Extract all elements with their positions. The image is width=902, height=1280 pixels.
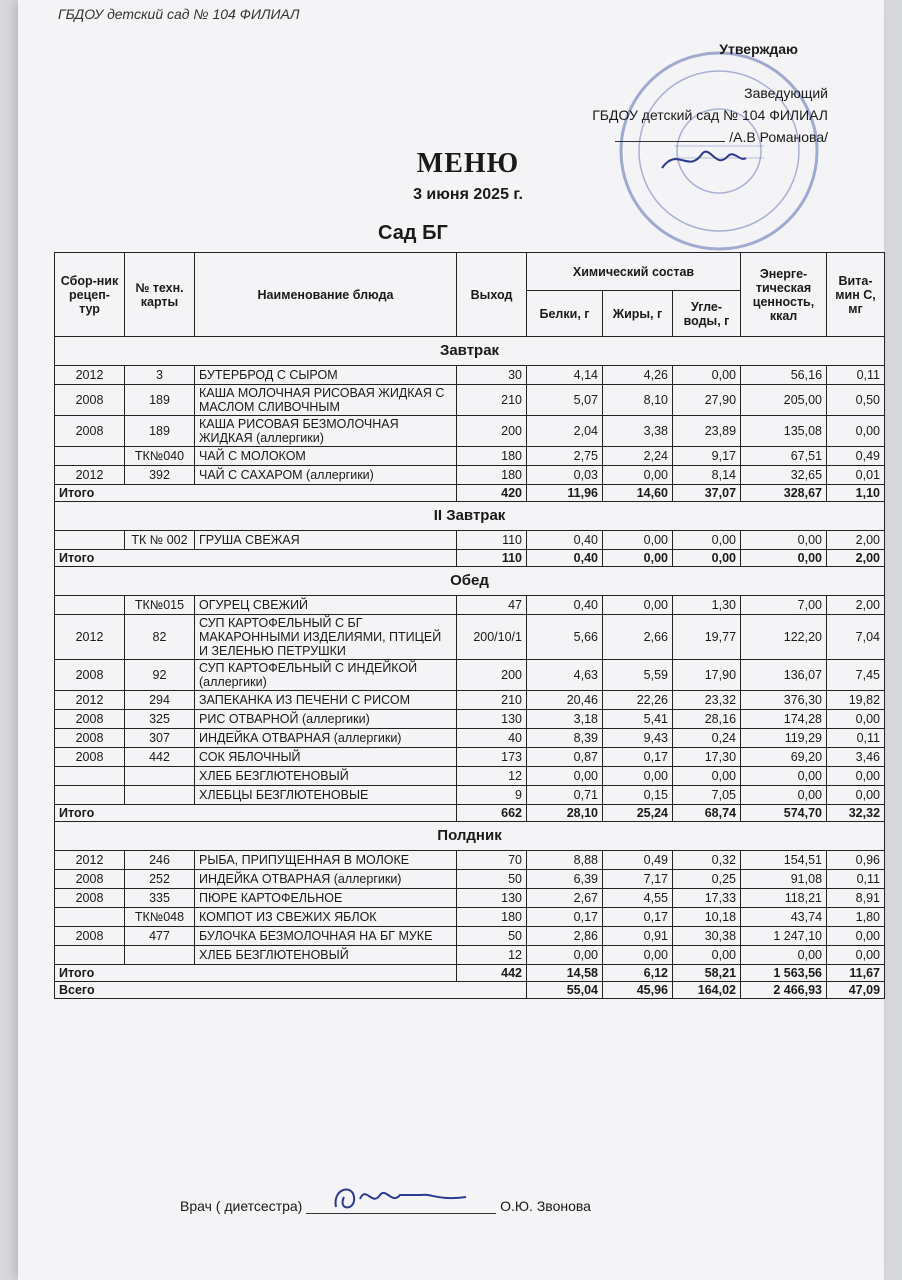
cell-yield: 70 (457, 851, 527, 870)
section-title: Завтрак (55, 337, 885, 366)
total-protein: 0,40 (527, 550, 603, 567)
cell-card: ТК№015 (125, 596, 195, 615)
cell-protein: 0,40 (527, 531, 603, 550)
cell-yield: 130 (457, 710, 527, 729)
table-row (55, 748, 885, 767)
cell-vitamin: 1,80 (827, 908, 885, 927)
cell-vitamin: 7,45 (827, 660, 885, 691)
cell-yield: 200 (457, 660, 527, 691)
cell-card: ТК № 002 (125, 531, 195, 550)
cell-yield: 12 (457, 946, 527, 965)
cell-energy: 119,29 (741, 729, 827, 748)
cell-fat: 22,26 (603, 691, 673, 710)
cell-energy: 0,00 (741, 767, 827, 786)
cell-vitamin: 0,11 (827, 366, 885, 385)
cell-carbs: 30,38 (673, 927, 741, 946)
cell-yield: 210 (457, 385, 527, 416)
cell-yield: 180 (457, 908, 527, 927)
table-row (55, 691, 885, 710)
cell-energy: 136,07 (741, 660, 827, 691)
cell-carbs: 0,00 (673, 767, 741, 786)
cell-collection: 2008 (55, 870, 125, 889)
total-label: Итого (55, 485, 457, 502)
cell-vitamin: 19,82 (827, 691, 885, 710)
cell-yield: 173 (457, 748, 527, 767)
cell-collection (55, 767, 125, 786)
section-title: Полдник (55, 822, 885, 851)
cell-dish-name: КАША РИСОВАЯ БЕЗМОЛОЧНАЯ ЖИДКАЯ (аллергики) (195, 416, 457, 447)
header-name: Наименование блюда (195, 253, 457, 337)
cell-energy: 1 247,10 (741, 927, 827, 946)
cell-collection: 2008 (55, 710, 125, 729)
cell-vitamin: 0,96 (827, 851, 885, 870)
cell-card: 442 (125, 748, 195, 767)
cell-collection: 2008 (55, 889, 125, 908)
cell-yield: 180 (457, 466, 527, 485)
document-date: 3 июня 2025 г. (413, 186, 523, 203)
cell-protein: 0,00 (527, 767, 603, 786)
cell-vitamin: 0,00 (827, 710, 885, 729)
cell-fat: 5,41 (603, 710, 673, 729)
cell-carbs: 17,30 (673, 748, 741, 767)
total-yield: 110 (457, 550, 527, 567)
cell-card: 392 (125, 466, 195, 485)
cell-carbs: 0,00 (673, 946, 741, 965)
cell-vitamin: 2,00 (827, 596, 885, 615)
cell-yield: 40 (457, 729, 527, 748)
cell-protein: 0,40 (527, 596, 603, 615)
cell-collection (55, 786, 125, 805)
cell-dish-name: ЗАПЕКАНКА ИЗ ПЕЧЕНИ С РИСОМ (195, 691, 457, 710)
approval-title: Утверждаю (719, 41, 798, 57)
cell-carbs: 17,90 (673, 660, 741, 691)
cell-fat: 0,00 (603, 531, 673, 550)
cell-dish-name: ИНДЕЙКА ОТВАРНАЯ (аллергики) (195, 729, 457, 748)
cell-dish-name: СОК ЯБЛОЧНЫЙ (195, 748, 457, 767)
total-yield: 662 (457, 805, 527, 822)
cell-vitamin: 7,04 (827, 615, 885, 660)
cell-yield: 110 (457, 531, 527, 550)
cell-vitamin: 0,11 (827, 870, 885, 889)
table-row (55, 615, 885, 660)
cell-protein: 0,17 (527, 908, 603, 927)
cell-protein: 2,67 (527, 889, 603, 908)
cell-protein: 2,86 (527, 927, 603, 946)
cell-dish-name: ЧАЙ С МОЛОКОМ (195, 447, 457, 466)
cell-carbs: 0,24 (673, 729, 741, 748)
cell-carbs: 8,14 (673, 466, 741, 485)
cell-carbs: 10,18 (673, 908, 741, 927)
cell-dish-name: КАША МОЛОЧНАЯ РИСОВАЯ ЖИДКАЯ С МАСЛОМ СЛИВОЧНЫМ (195, 385, 457, 416)
document-title-block (318, 148, 618, 204)
grand-total-label: Всего (55, 982, 527, 999)
menu-table (54, 252, 885, 999)
grand-total-energy: 2 466,93 (741, 982, 827, 999)
grand-total-fat: 45,96 (603, 982, 673, 999)
doctor-signature-icon (326, 1177, 476, 1217)
cell-dish-name: ХЛЕБ БЕЗГЛЮТЕНОВЫЙ (195, 767, 457, 786)
cell-energy: 118,21 (741, 889, 827, 908)
cell-fat: 3,38 (603, 416, 673, 447)
cell-protein: 2,75 (527, 447, 603, 466)
cell-energy: 122,20 (741, 615, 827, 660)
cell-dish-name: ХЛЕБ БЕЗГЛЮТЕНОВЫЙ (195, 946, 457, 965)
table-row (55, 660, 885, 691)
footer-role: Врач ( диетсестра) (180, 1198, 303, 1214)
cell-dish-name: БУЛОЧКА БЕЗМОЛОЧНАЯ НА БГ МУКЕ (195, 927, 457, 946)
cell-fat: 4,26 (603, 366, 673, 385)
section-row (55, 502, 885, 531)
total-yield: 420 (457, 485, 527, 502)
section-row (55, 337, 885, 366)
total-label: Итого (55, 965, 457, 982)
cell-protein: 2,04 (527, 416, 603, 447)
cell-collection: 2012 (55, 691, 125, 710)
cell-fat: 2,24 (603, 447, 673, 466)
cell-fat: 5,59 (603, 660, 673, 691)
table-row (55, 385, 885, 416)
cell-card: 252 (125, 870, 195, 889)
table-row (55, 710, 885, 729)
total-energy: 574,70 (741, 805, 827, 822)
total-label: Итого (55, 550, 457, 567)
cell-dish-name: СУП КАРТОФЕЛЬНЫЙ С ИНДЕЙКОЙ (аллергики) (195, 660, 457, 691)
header-protein: Белки, г (527, 291, 603, 337)
cell-protein: 0,03 (527, 466, 603, 485)
section-row (55, 567, 885, 596)
total-carbs: 0,00 (673, 550, 741, 567)
table-row (55, 366, 885, 385)
cell-fat: 0,00 (603, 596, 673, 615)
table-row (55, 889, 885, 908)
cell-protein: 4,63 (527, 660, 603, 691)
table-row (55, 870, 885, 889)
cell-vitamin: 0,00 (827, 927, 885, 946)
cell-energy: 174,28 (741, 710, 827, 729)
cell-card: 92 (125, 660, 195, 691)
table-row (55, 466, 885, 485)
cell-vitamin: 0,01 (827, 466, 885, 485)
cell-yield: 50 (457, 927, 527, 946)
cell-vitamin: 2,00 (827, 531, 885, 550)
document-title: МЕНЮ (416, 148, 520, 179)
cell-fat: 0,17 (603, 908, 673, 927)
cell-energy: 0,00 (741, 531, 827, 550)
cell-yield: 130 (457, 889, 527, 908)
cell-collection (55, 531, 125, 550)
cell-dish-name: ИНДЕЙКА ОТВАРНАЯ (аллергики) (195, 870, 457, 889)
total-row (55, 805, 885, 822)
cell-protein: 0,71 (527, 786, 603, 805)
cell-vitamin: 0,00 (827, 416, 885, 447)
header-energy: Энерге-тическая ценность, ккал (741, 253, 827, 337)
cell-collection (55, 447, 125, 466)
cell-carbs: 28,16 (673, 710, 741, 729)
cell-energy: 205,00 (741, 385, 827, 416)
cell-fat: 2,66 (603, 615, 673, 660)
cell-collection: 2008 (55, 416, 125, 447)
cell-dish-name: РИС ОТВАРНОЙ (аллергики) (195, 710, 457, 729)
cell-card: 325 (125, 710, 195, 729)
cell-energy: 376,30 (741, 691, 827, 710)
total-yield: 442 (457, 965, 527, 982)
cell-dish-name: КОМПОТ ИЗ СВЕЖИХ ЯБЛОК (195, 908, 457, 927)
header-card: № техн. карты (125, 253, 195, 337)
total-fat: 25,24 (603, 805, 673, 822)
total-vitamin: 1,10 (827, 485, 885, 502)
cell-yield: 180 (457, 447, 527, 466)
grand-total-row (55, 982, 885, 999)
cell-card: 82 (125, 615, 195, 660)
cell-card: 189 (125, 385, 195, 416)
cell-yield: 9 (457, 786, 527, 805)
approval-block (592, 38, 828, 148)
cell-card: ТК№048 (125, 908, 195, 927)
table-row (55, 786, 885, 805)
cell-energy: 7,00 (741, 596, 827, 615)
cell-protein: 5,07 (527, 385, 603, 416)
cell-dish-name: БУТЕРБРОД С СЫРОМ (195, 366, 457, 385)
cell-carbs: 23,32 (673, 691, 741, 710)
cell-card: 477 (125, 927, 195, 946)
cell-collection: 2008 (55, 660, 125, 691)
cell-dish-name: ОГУРЕЦ СВЕЖИЙ (195, 596, 457, 615)
cell-fat: 0,91 (603, 927, 673, 946)
cell-dish-name: ХЛЕБЦЫ БЕЗГЛЮТЕНОВЫЕ (195, 786, 457, 805)
total-carbs: 68,74 (673, 805, 741, 822)
director-signature-icon (658, 140, 748, 180)
cell-collection: 2012 (55, 466, 125, 485)
cell-dish-name: СУП КАРТОФЕЛЬНЫЙ С БГ МАКАРОННЫМИ ИЗДЕЛИЯМИ, ПТИЦЕЙ И ЗЕЛЕНЬЮ ПЕТРУШКИ (195, 615, 457, 660)
cell-yield: 12 (457, 767, 527, 786)
header-fat: Жиры, г (603, 291, 673, 337)
footer-signature-line (306, 1199, 496, 1214)
approval-position: Заведующий (744, 85, 828, 101)
cell-vitamin: 0,11 (827, 729, 885, 748)
cell-collection: 2012 (55, 615, 125, 660)
cell-fat: 0,00 (603, 466, 673, 485)
header-yield: Выход (457, 253, 527, 337)
grand-total-carbs: 164,02 (673, 982, 741, 999)
cell-fat: 0,00 (603, 946, 673, 965)
grand-total-vitamin: 47,09 (827, 982, 885, 999)
total-fat: 0,00 (603, 550, 673, 567)
cell-carbs: 19,77 (673, 615, 741, 660)
cell-carbs: 17,33 (673, 889, 741, 908)
cell-collection: 2008 (55, 927, 125, 946)
cell-card (125, 786, 195, 805)
cell-protein: 0,00 (527, 946, 603, 965)
cell-card: 335 (125, 889, 195, 908)
header-carbs: Угле-воды, г (673, 291, 741, 337)
total-vitamin: 32,32 (827, 805, 885, 822)
approval-signer: /А.В Романова/ (729, 129, 828, 145)
cell-energy: 67,51 (741, 447, 827, 466)
cell-fat: 8,10 (603, 385, 673, 416)
section-title: II Завтрак (55, 502, 885, 531)
cell-carbs: 0,25 (673, 870, 741, 889)
table-row (55, 851, 885, 870)
cell-card (125, 767, 195, 786)
table-row (55, 729, 885, 748)
cell-carbs: 7,05 (673, 786, 741, 805)
cell-dish-name: РЫБА, ПРИПУЩЕННАЯ В МОЛОКЕ (195, 851, 457, 870)
footer-name: О.Ю. Звонова (500, 1198, 591, 1214)
total-fat: 6,12 (603, 965, 673, 982)
table-row (55, 416, 885, 447)
section-title: Обед (55, 567, 885, 596)
cell-yield: 50 (457, 870, 527, 889)
cell-carbs: 27,90 (673, 385, 741, 416)
header-collection: Сбор-ник рецеп-тур (55, 253, 125, 337)
cell-card: 189 (125, 416, 195, 447)
menu-body (55, 337, 885, 999)
table-row (55, 767, 885, 786)
cell-yield: 200/10/1 (457, 615, 527, 660)
cell-carbs: 0,32 (673, 851, 741, 870)
table-row (55, 946, 885, 965)
cell-vitamin: 8,91 (827, 889, 885, 908)
cell-collection: 2008 (55, 748, 125, 767)
cell-fat: 0,17 (603, 748, 673, 767)
header-chem: Химический состав (527, 253, 741, 291)
cell-card: 307 (125, 729, 195, 748)
cell-collection (55, 908, 125, 927)
cell-protein: 0,87 (527, 748, 603, 767)
grand-total-protein: 55,04 (527, 982, 603, 999)
cell-protein: 20,46 (527, 691, 603, 710)
total-protein: 28,10 (527, 805, 603, 822)
table-row (55, 596, 885, 615)
table-row (55, 908, 885, 927)
cell-energy: 56,16 (741, 366, 827, 385)
total-energy: 328,67 (741, 485, 827, 502)
garden-title: Сад БГ (378, 222, 448, 244)
cell-carbs: 1,30 (673, 596, 741, 615)
cell-energy: 0,00 (741, 946, 827, 965)
cell-yield: 200 (457, 416, 527, 447)
total-row (55, 485, 885, 502)
cell-carbs: 0,00 (673, 366, 741, 385)
cell-dish-name: ГРУША СВЕЖАЯ (195, 531, 457, 550)
cell-yield: 47 (457, 596, 527, 615)
total-energy: 1 563,56 (741, 965, 827, 982)
header-vitamin: Вита-мин С, мг (827, 253, 885, 337)
cell-vitamin: 0,49 (827, 447, 885, 466)
cell-vitamin: 3,46 (827, 748, 885, 767)
cell-vitamin: 0,50 (827, 385, 885, 416)
cell-fat: 0,49 (603, 851, 673, 870)
cell-fat: 7,17 (603, 870, 673, 889)
total-fat: 14,60 (603, 485, 673, 502)
cell-energy: 0,00 (741, 786, 827, 805)
cell-collection (55, 596, 125, 615)
cell-dish-name: ЧАЙ С САХАРОМ (аллергики) (195, 466, 457, 485)
cell-collection (55, 946, 125, 965)
total-label: Итого (55, 805, 457, 822)
total-row (55, 965, 885, 982)
cell-protein: 8,88 (527, 851, 603, 870)
cell-fat: 0,00 (603, 767, 673, 786)
cell-energy: 43,74 (741, 908, 827, 927)
approval-org: ГБДОУ детский сад № 104 ФИЛИАЛ (592, 107, 828, 123)
document-page (18, 0, 884, 1280)
cell-yield: 210 (457, 691, 527, 710)
total-vitamin: 11,67 (827, 965, 885, 982)
footer (180, 1198, 591, 1214)
total-energy: 0,00 (741, 550, 827, 567)
org-header: ГБДОУ детский сад № 104 ФИЛИАЛ (58, 6, 300, 22)
cell-vitamin: 0,00 (827, 767, 885, 786)
total-carbs: 37,07 (673, 485, 741, 502)
cell-protein: 3,18 (527, 710, 603, 729)
cell-dish-name: ПЮРЕ КАРТОФЕЛЬНОЕ (195, 889, 457, 908)
cell-card: 246 (125, 851, 195, 870)
cell-carbs: 0,00 (673, 531, 741, 550)
cell-vitamin: 0,00 (827, 946, 885, 965)
cell-carbs: 9,17 (673, 447, 741, 466)
cell-energy: 91,08 (741, 870, 827, 889)
cell-card: 294 (125, 691, 195, 710)
cell-card: 3 (125, 366, 195, 385)
cell-card (125, 946, 195, 965)
cell-energy: 135,08 (741, 416, 827, 447)
cell-yield: 30 (457, 366, 527, 385)
cell-fat: 4,55 (603, 889, 673, 908)
cell-carbs: 23,89 (673, 416, 741, 447)
total-row (55, 550, 885, 567)
cell-collection: 2012 (55, 851, 125, 870)
cell-fat: 0,15 (603, 786, 673, 805)
cell-card: ТК№040 (125, 447, 195, 466)
cell-protein: 6,39 (527, 870, 603, 889)
cell-fat: 9,43 (603, 729, 673, 748)
cell-collection: 2008 (55, 385, 125, 416)
total-carbs: 58,21 (673, 965, 741, 982)
cell-collection: 2008 (55, 729, 125, 748)
cell-energy: 69,20 (741, 748, 827, 767)
cell-protein: 8,39 (527, 729, 603, 748)
section-row (55, 822, 885, 851)
total-protein: 11,96 (527, 485, 603, 502)
total-protein: 14,58 (527, 965, 603, 982)
table-row (55, 531, 885, 550)
cell-protein: 5,66 (527, 615, 603, 660)
table-row (55, 927, 885, 946)
cell-protein: 4,14 (527, 366, 603, 385)
total-vitamin: 2,00 (827, 550, 885, 567)
table-row (55, 447, 885, 466)
cell-vitamin: 0,00 (827, 786, 885, 805)
cell-collection: 2012 (55, 366, 125, 385)
cell-energy: 154,51 (741, 851, 827, 870)
cell-energy: 32,65 (741, 466, 827, 485)
